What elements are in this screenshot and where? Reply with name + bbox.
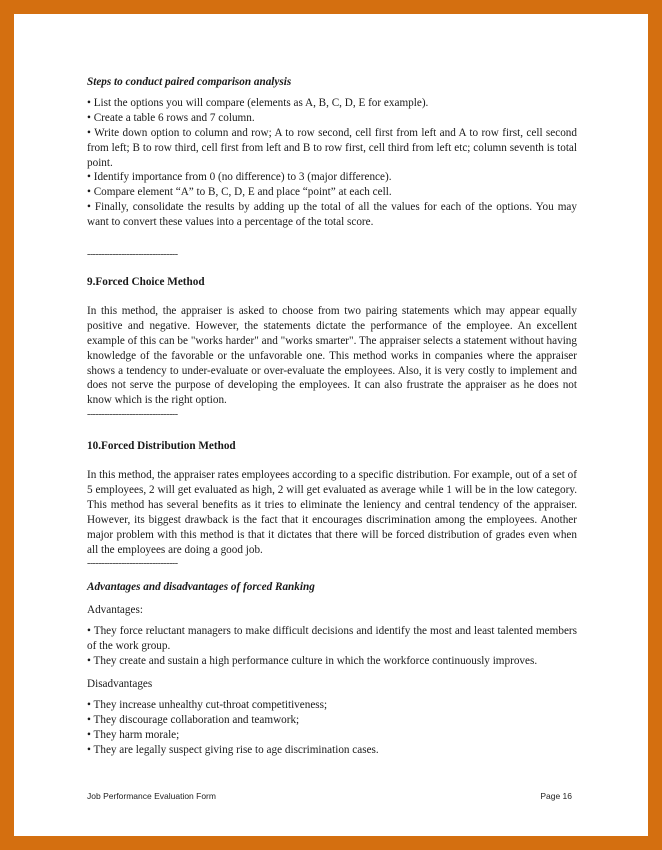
list-item: • Identify importance from 0 (no difference) to 3 (major difference). [87,171,392,184]
disadvantages-list [87,698,577,758]
document-page [14,14,648,836]
page-number: Page 16 [540,791,572,801]
section-separator: -------------------------------- [87,558,178,570]
section-separator: -------------------------------- [87,409,178,421]
list-item: • They create and sustain a high performance culture in which the workforce continuously improves. [87,655,538,667]
list-item: • They harm morale; [87,728,180,741]
list-item: • List the options you will compare (elements as A, B, C, D, E for example). [87,96,429,109]
page-content [87,75,577,757]
forced-choice-body: In this method, the appraiser is asked to choose from two pairing statements which may appear equally positive and negative. However, the statements dictate the performance of the employee. An excellent example of this can be "works harder" and "works smarter". The appraiser selects a statement without having knowledge of the favorable or the unfavorable one. This method works in companies where the appraiser shows a tendency to under-evaluate or over-evaluate the employees. Also, it is very costly to implement and does not serve the purpose of developing the employees. It can also frustrate the appraiser as he does not know which is the right option. [87,304,577,407]
advantages-label: Advantages: [87,604,143,617]
disadvantages-label: Disadvantages [87,677,153,690]
forced-ranking-heading: Advantages and disadvantages of forced Ranking [87,581,315,594]
paired-comparison-steps [87,96,577,230]
section-separator: -------------------------------- [87,249,178,261]
footer-title: Job Performance Evaluation Form [87,791,216,801]
forced-distribution-body: In this method, the appraiser rates employees according to a specific distribution. For example, out of a set of 5 employees, 2 will get evaluated as high, 2 will get evaluated as average while 1 will be in the low category. This method has several benefits as it tries to eliminate the leniency and central tendency of the appraiser. However, its biggest drawback is the fact that it encourages discrimination among the employees. Another major problem with this method is that it dictates that there will be forced distribution of grades even when all the employees are doing a good job. [87,469,577,556]
forced-distribution-heading: 10.Forced Distribution Method [87,440,236,453]
list-item: • They force reluctant managers to make difficult decisions and identify the most and least talented members of the work group. [87,625,577,653]
list-item: • Finally, consolidate the results by adding up the total of all the values for each of the options. You may want to convert these values into a percentage of the total score. [87,201,577,229]
page-footer [87,791,572,801]
list-item: • They discourage collaboration and teamwork; [87,713,300,726]
list-item: • Write down option to column and row; A to row second, cell first from left and A to row first, cell second from left; B to row third, cell first from left and B to row first, cell third from left etc; column seventh is total point. [87,126,577,169]
list-item: • Compare element “A” to B, C, D, E and place “point” at each cell. [87,186,392,199]
list-item: • They are legally suspect giving rise to age discrimination cases. [87,743,379,756]
advantages-list [87,624,577,669]
paired-comparison-heading: Steps to conduct paired comparison analysis [87,76,292,88]
forced-choice-heading: 9.Forced Choice Method [87,275,205,288]
list-item: • They increase unhealthy cut-throat competitiveness; [87,698,328,711]
list-item: • Create a table 6 rows and 7 column. [87,111,255,124]
